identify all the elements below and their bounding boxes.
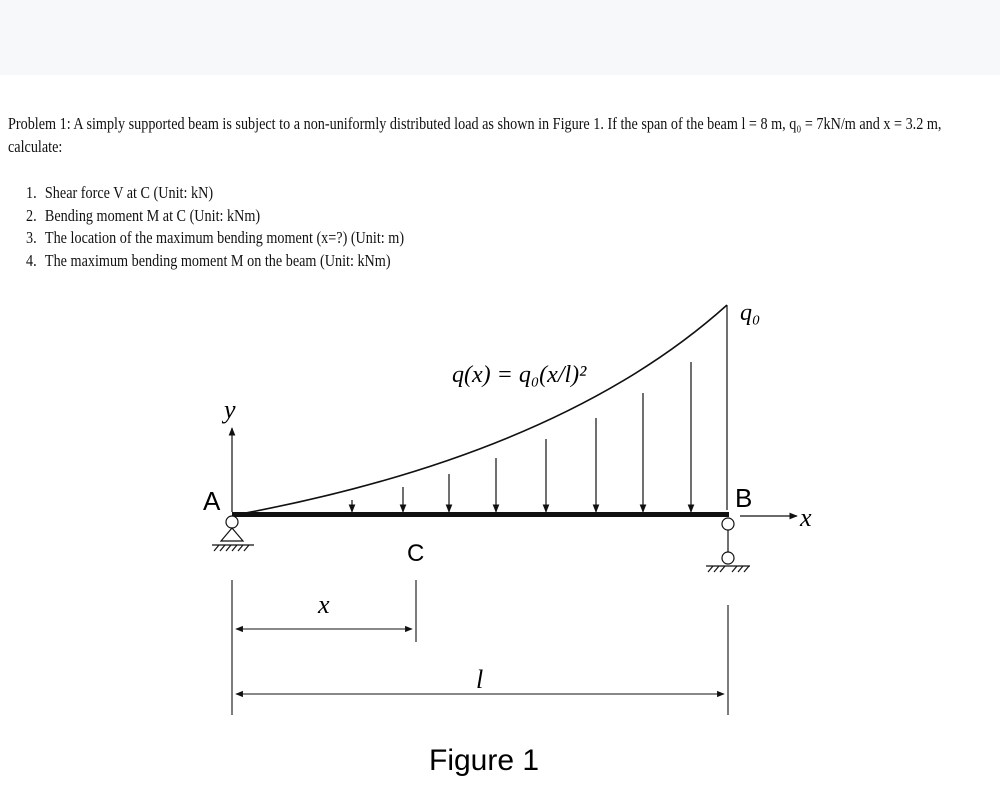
- label-c: C: [407, 540, 425, 567]
- problem-text-line2: calculate:: [8, 137, 63, 156]
- list-item: 3. The location of the maximum bending moment (x=?) (Unit: m): [26, 227, 404, 250]
- peak-load-label: q₀: [740, 300, 761, 326]
- top-bar: [0, 0, 1000, 75]
- question-3: The location of the maximum bending moment (x=?) (Unit: m): [44, 228, 405, 247]
- question-list: [26, 182, 404, 272]
- figure-caption: Figure 1: [429, 744, 540, 777]
- question-4: The maximum bending moment M on the beam (Unit: kNm): [44, 250, 391, 270]
- list-item: 2. Bending moment M at C (Unit: kNm): [26, 205, 404, 228]
- axis-x-label: x: [800, 503, 812, 532]
- pin-support-a: [212, 516, 254, 551]
- list-item: 1. Shear force V at C (Unit: kN): [26, 182, 404, 205]
- axis-y-label: y: [224, 395, 236, 424]
- list-item: 4. The maximum bending moment M on the beam (Unit: kNm): [26, 250, 404, 273]
- dimension-lines: [232, 580, 728, 715]
- beam-figure: [0, 290, 1000, 800]
- label-a: A: [203, 486, 221, 516]
- question-1: Shear force V at C (Unit: kN): [44, 183, 214, 202]
- dimension-l-label: l: [476, 665, 484, 694]
- dimension-x-label: x: [318, 590, 330, 619]
- load-curve: [235, 305, 727, 515]
- load-formula: q(x) = q₀(x/l)²: [452, 362, 587, 388]
- roller-support-b: [706, 518, 750, 572]
- problem-statement: [8, 112, 942, 158]
- beam: [232, 512, 729, 517]
- problem-text-line1: Problem 1: A simply supported beam is subject to a non-uniformly distributed load as shown in Figure 1. If the span of the beam l = 8 m, q₀ = 7kN/m and x = 3.2 m,: [8, 114, 942, 133]
- label-b: B: [735, 483, 753, 513]
- question-2: Bending moment M at C (Unit: kNm): [44, 205, 261, 225]
